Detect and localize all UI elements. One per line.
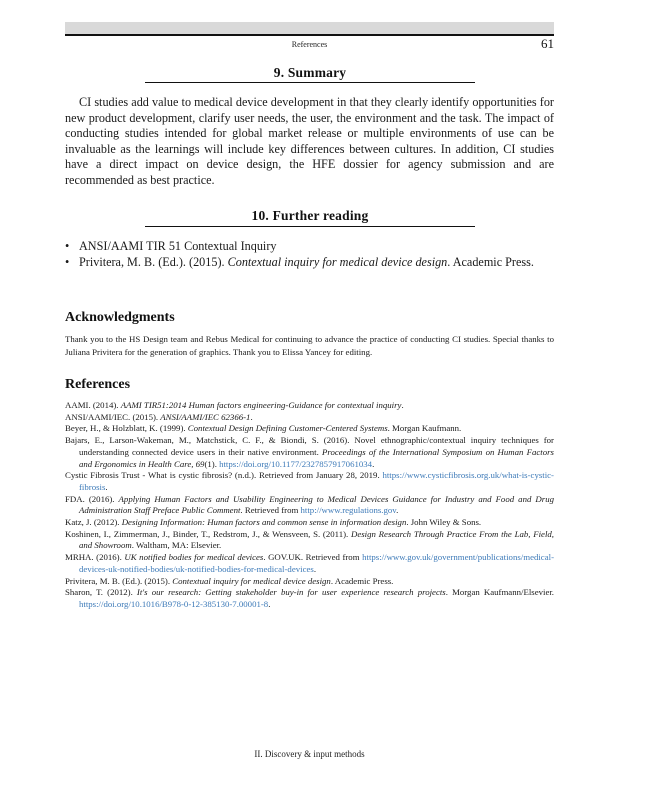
reference-authors: Bajars, E., Larson-Wakeman, M., Matchstick, C. F., & Biondi, S. (2016). Novel ethnographic/contextual inquiry techniques for understanding connected device users in their native environment. [65, 435, 554, 457]
reference-link[interactable]: https://www.gov.uk/government/publications/medical-devices-uk-notified-bodies/uk-notified-bodies-for-medical-devices [79, 552, 554, 574]
reference-source: . GOV.UK. Retrieved from [263, 552, 363, 563]
reference-end: . [313, 563, 317, 574]
reference-title: ANSI/AAMI/IEC 62366-1 [160, 411, 251, 422]
reference-authors: AAMI. (2014). [65, 400, 121, 410]
reference-title: Proceedings of the International Symposium on Human Factors and Ergonomics in Health Care, 69 [79, 446, 554, 469]
reference-end: . [396, 505, 399, 516]
reference-end: . [268, 598, 271, 609]
reading-item-publisher: . Academic Press. [447, 255, 534, 269]
reference-entry [65, 423, 554, 435]
reference-entry [65, 494, 554, 517]
reference-title: Contextual inquiry for medical device design [172, 575, 331, 586]
reference-end: . [105, 481, 108, 492]
reference-authors: Sharon, T. (2012). [65, 587, 137, 598]
reference-title: It's our research: Getting stakeholder buy-in for user experience research projects [136, 587, 446, 598]
reference-entry [65, 529, 554, 552]
acknowledgments-heading: Acknowledgments [65, 310, 175, 325]
reference-source: . John Wiley & Sons. [406, 517, 482, 528]
reference-source: . Morgan Kaufmann. [387, 423, 462, 434]
reference-authors: ANSI/AAMI/IEC. (2015). [65, 411, 161, 422]
reference-link[interactable]: https://doi.org/10.1177/2327857917061034 [219, 458, 373, 469]
reference-source: . [250, 411, 253, 422]
reference-link[interactable]: https://doi.org/10.1016/B978-0-12-385130-7.00001-8 [79, 598, 269, 609]
reference-entry [65, 576, 554, 588]
reference-end: . [372, 458, 375, 469]
reference-entry [65, 435, 554, 470]
further-reading-heading: 10. Further reading [251, 208, 369, 223]
reference-entry [65, 552, 554, 575]
reference-title: Designing Information: Human factors and common sense in information design [121, 517, 407, 528]
summary-heading-rule [145, 82, 475, 83]
references-heading: References [65, 377, 131, 392]
reference-authors: Koshinen, I., Zimmerman, J., Binder, T., Redstrom, J., & Wensveen, S. (2011). [65, 528, 351, 539]
reference-authors: FDA. (2016). [65, 493, 119, 504]
bullet-glyph: • [65, 239, 70, 253]
bullet-glyph: • [65, 255, 70, 269]
reading-item [65, 254, 554, 270]
reference-title: Contextual Design Defining Customer-Centered Systems [187, 423, 388, 434]
acknowledgments-paragraph: Thank you to the HS Design team and Rebus Medical for continuing to advance the practice of conducting CI studies. Special thanks to Juliana Privitera for the generation of graphics. Thank you to Elissa Yancey for editing. [65, 334, 554, 357]
reference-title: Design Research Through Practice From the Lab, Field, and Showroom [79, 528, 554, 551]
further-reading-heading-rule [145, 226, 475, 227]
page-number: 61 [541, 36, 554, 51]
reference-entry [65, 470, 554, 493]
reference-source: . Academic Press. [330, 575, 394, 586]
header-rule [65, 34, 554, 36]
reference-entry [65, 517, 554, 529]
reference-entry [65, 400, 554, 412]
reference-source: . Morgan Kaufmann/Elsevier. [445, 587, 554, 598]
reference-entry [65, 412, 554, 424]
page-footer: II. Discovery & input methods [254, 749, 365, 759]
reference-authors: Beyer, H., & Holzblatt, K. (1999). [65, 423, 188, 434]
reference-authors: Cystic Fibrosis Trust - What is cystic fibrosis? (n.d.). Retrieved from January 28, 2019. [65, 470, 383, 481]
reading-item-text: ANSI/AAMI TIR 51 Contextual Inquiry [79, 239, 277, 253]
reference-entry [65, 587, 554, 610]
reading-item-author: Privitera, M. B. (Ed.). (2015). [79, 255, 228, 269]
reference-title: AAMI TIR51:2014 Human factors engineering-Guidance for contextual inquiry [120, 400, 402, 410]
header-band [65, 22, 554, 34]
reference-source: (1). [204, 458, 220, 469]
running-head: References [291, 40, 328, 49]
reference-authors: MRHA. (2016). [65, 552, 125, 563]
reference-source: . [401, 400, 404, 410]
summary-paragraph: CI studies add value to medical device development in that they clearly identify opportunities for new product development, clarify user needs, the user, the environment and the task. The impact of conducting studies intended for global market release or multiple environments of use can be invaluable as the learnings will include key differences between cultures. In addition, CI studies have a direct impact on device design, the HFE dossier for agency submission and are recommended as best practice. [65, 95, 554, 187]
reading-item [65, 238, 554, 254]
further-reading-list [65, 238, 554, 270]
reference-title: Applying Human Factors and Usability Engineering to Medical Devices Guidance for Industry and Food and Drug Administration Staff Preface Public Comment [79, 493, 554, 516]
reference-link[interactable]: http://www.regulations.gov [300, 505, 397, 516]
reference-title: UK notified bodies for medical devices [124, 552, 264, 563]
reference-authors: Privitera, M. B. (Ed.). (2015). [65, 575, 173, 586]
reference-authors: Katz, J. (2012). [65, 517, 122, 528]
references-list [65, 400, 554, 611]
reading-item-title: Contextual inquiry for medical device design [227, 255, 448, 269]
summary-heading: 9. Summary [273, 65, 347, 80]
reference-source: . Retrieved from [240, 505, 301, 516]
reference-source: . Waltham, MA: Elsevier. [131, 540, 222, 551]
reference-link[interactable]: https://www.cysticfibrosis.org.uk/what-is-cystic-fibrosis [79, 470, 554, 492]
